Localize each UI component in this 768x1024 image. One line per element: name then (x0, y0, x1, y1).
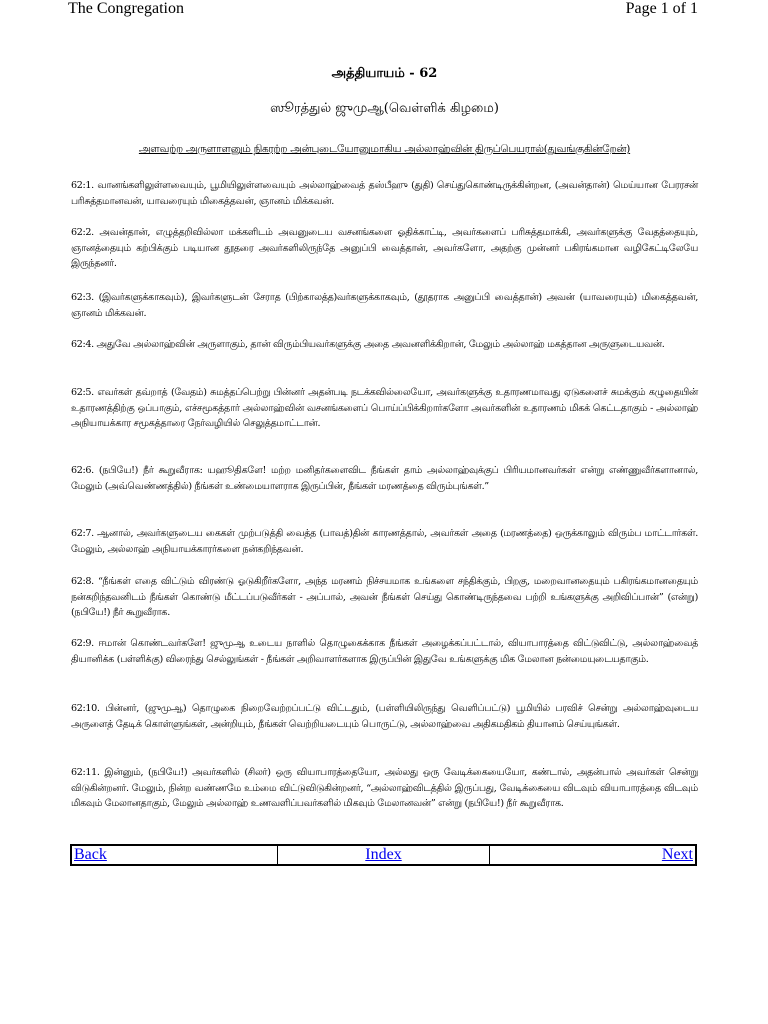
verse-62-3: 62:3. (இவர்களுக்காகவும்), இவர்களுடன் சேராத (பிற்காலத்த)வர்களுக்காகவும், (தூதராக அனுப்பி வைத்தான்) அவன் (யாவரையும்) மிகைத்தவன், ஞானம் மிக்கவன். (71, 292, 698, 319)
page-number: Page 1 of 1 (625, 0, 698, 17)
document-title: The Congregation (68, 0, 184, 17)
verse-62-8: 62:8. “நீங்கள் எதை விட்டும் விரண்டு ஓடுகிறீர்களோ, அந்த மரணம் நிச்சயமாக உங்களை சந்திக்கும், பிறகு, மறைவானதையும் பகிரங்கமானதையும் நன்கறிந்தவனிடம் நீங்கள் கொண்டு மீட்டப்படுவீர்கள் - அப்பால், அவன் நீங்கள் செய்து கொண்டிருந்தவை பற்றி உங்களுக்கு அறிவிப்பான்” (என்று) (நபியே!) நீர் கூறுவீராக. (71, 576, 698, 618)
next-link[interactable]: Next (661, 846, 693, 863)
bismillah-line: அளவற்ற அருளாளனும் நிகரற்ற அன்புடையோனுமாகிய அல்லாஹ்வின் திருப்பெயரால்(துவங்குகின்றேன்) (138, 143, 631, 155)
verse-62-2: 62:2. அவன்தான், எழுத்தறிவில்லா மக்களிடம் அவனுடைய வசனங்களை ஓதிக்காட்டி, அவர்களைப் பரிசுத்தமாக்கி, அவர்களுக்கு வேதத்தையும், ஞானத்தையும் கற்பிக்கும் படியான தூதரை அவர்களிலிருந்தே அனுப்பி வைத்தான், அவர்களோ, அதற்கு முன்னர் பகிரங்கமான வழிகேட்டிலேயே இருந்தனர். (71, 227, 698, 269)
verse-62-7: 62:7. ஆனால், அவர்களுடைய கைகள் முற்படுத்தி வைத்த (பாவத்)தின் காரணத்தால், அவர்கள் அதை (மரணத்தை) ஒருக்காலும் விரும்ப மாட்டார்கள். மேலும், அல்லாஹ் அநியாயக்காரர்களை நன்கறிந்தவன். (71, 528, 698, 555)
verse-62-6: 62:6. (நபியே!) நீர் கூறுவீராக: யஹூதிகளே! மற்ற மனிதர்களைவிட நீங்கள் தாம் அல்லாஹ்வுக்குப் பிரியமானவர்கள் என்று எண்ணுவீர்களானால், மேலும் (அவ்வெண்ணத்தில்) நீங்கள் உண்மையாளராக இருப்பின், நீங்கள் மரணத்தை விரும்புங்கள்.” (71, 465, 698, 492)
verse-62-5: 62:5. எவர்கள் தவ்றாத் (வேதம்) சுமத்தப்பெற்று பின்னர் அதன்படி நடக்கவில்லையோ, அவர்களுக்கு உதாரணமாவது ஏடுகளைச் சுமக்கும் கழுதையின் உதாரணத்திற்கு ஒப்பாகும், எச்சமூகத்தார் அல்லாஹ்வின் வசனங்களைப் பொய்ப்பிக்கிறார்களோ அவர்களின் உதாரணம் மிகக் கெட்டதாகும் - அல்லாஹ் அநியாயக்கார சமூகத்தாரை நேர்வழியில் செலுத்தமாட்டான். (71, 387, 698, 429)
verse-62-10: 62:10. பின்னர், (ஜுமுஆ) தொழுகை நிறைவேற்றப்பட்டு விட்டதும், (பள்ளியிலிருந்து வெளிப்பட்டு) பூமியில் பரவிச் சென்று அல்லாஹ்வுடைய அருளைத் தேடிக் கொள்ளுங்கள், அன்றியும், நீங்கள் வெற்றியடையும் பொருட்டு, அல்லாஹ்வை அதிகமதிகம் தியானம் செய்யுங்கள். (71, 703, 698, 730)
nav-back-cell (71, 845, 277, 865)
verse-62-9: 62:9. ஈமான் கொண்டவர்களே! ஜுமுஆ உடைய நாளில் தொழுகைக்காக நீங்கள் அழைக்கப்பட்டால், வியாபாரத்தை விட்டுவிட்டு, அல்லாஹ்வைத் தியானிக்க (பள்ளிக்கு) விரைந்து செல்லுங்கள் - நீங்கள் அறிவாளர்களாக இருப்பின் இதுவே உங்களுக்கு மிக மேலான நன்மையுடையதாகும். (71, 638, 698, 665)
back-link[interactable]: Back (74, 846, 107, 863)
verse-62-1: 62:1. வானங்களிலுள்ளவையும், பூமியிலுள்ளவையும் அல்லாஹ்வைத் தஸ்பீஹு (துதி) செய்துகொண்டிருக்கின்றன, (அவன்தான்) மெய்யான பேரரசன் பரிசுத்தமானவன், யாவரையும் மிகைத்தவன், ஞானம் மிக்கவன். (71, 180, 698, 207)
surah-title: ஸூரத்துல் ஜுமுஆ(வெள்ளிக் கிழமை) (270, 101, 499, 116)
nav-index-cell (277, 845, 490, 865)
nav-next-cell (490, 845, 696, 865)
verse-62-4: 62:4. அதுவே அல்லாஹ்வின் அருளாகும், தான் விரும்பியவர்களுக்கு அதை அவனளிக்கிறான், மேலும் அல்லாஹ் மகத்தான அருளுடையவன். (71, 339, 665, 350)
index-link[interactable]: Index (365, 846, 402, 863)
navigation-bar (70, 844, 697, 866)
chapter-heading: அத்தியாயம் - 62 (331, 66, 438, 81)
verse-62-11: 62:11. இன்னும், (நபியே!) அவர்களில் (சிலர்) ஒரு வியாபாரத்தையோ, அல்லது ஒரு வேடிக்கையையோ, கண்டால், அதன்பால் அவர்கள் சென்று விடுகின்றனர். மேலும், நின்ற வண்ணமே உம்மை விட்டுவிடுகின்றனர், “அல்லாஹ்விடத்தில் இருப்பது, வேடிக்கையை விடவும் வியாபாரத்தை விடவும் மிகவும் மேலானதாகும், மேலும் அல்லாஹ் உணவளிப்பவர்களில் மிகவும் மேலானவன்” என்று (நபியே!) நீர் கூறுவீராக. (71, 767, 698, 809)
